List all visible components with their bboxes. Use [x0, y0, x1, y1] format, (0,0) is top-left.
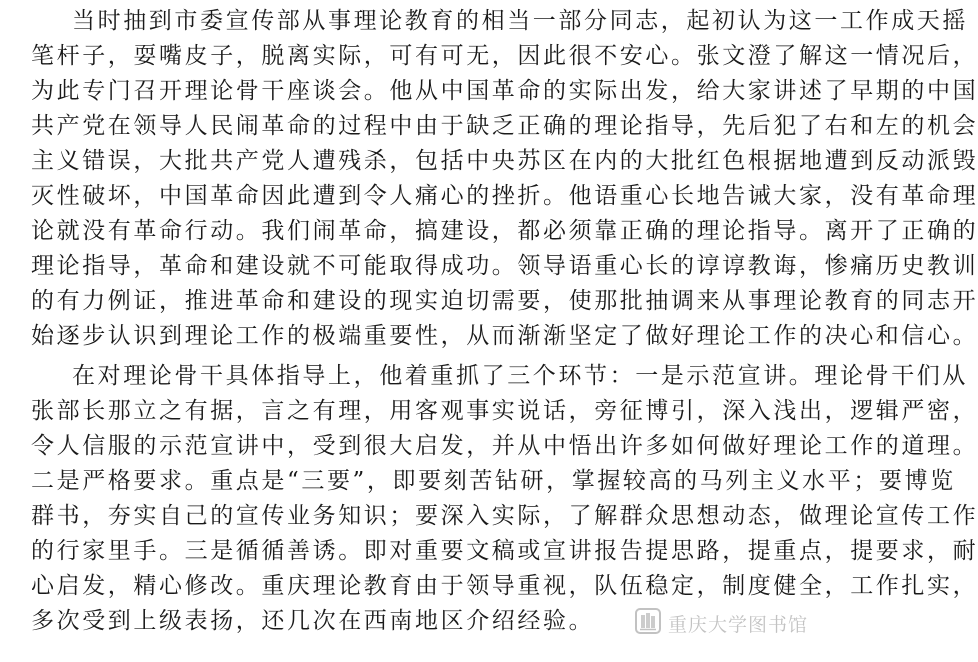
text-line-13: 令人信服的示范宣讲中，受到很大启发，并从中悟出许多如何做好理论工作的道理。	[31, 433, 978, 459]
text-line-12: 张部长那立之有据，言之有理，用客观事实说话，旁征博引，深入浅出，逻辑严密，	[31, 398, 978, 424]
watermark-text: 重庆大学图书馆	[668, 613, 809, 636]
text-line-3: 为此专门召开理论骨干座谈会。他从中国革命的实际出发，给大家讲述了早期的中国	[31, 78, 978, 104]
text-line-16: 的行家里手。三是循循善诱。即对重要文稿或宣讲报告提思路，提重点，提要求，耐	[31, 538, 978, 564]
library-watermark	[634, 606, 824, 640]
text-line-8: 理论指导，革命和建设就不可能取得成功。领导语重心长的谆谆教诲，惨痛历史教训	[31, 253, 978, 279]
text-line-7: 论就没有革命行动。我们闹革命，搞建设，都必须靠正确的理论指导。离开了正确的	[31, 218, 978, 244]
library-seal-icon	[634, 607, 662, 640]
text-line-14: 二是严格要求。重点是“三要”，即要刻苦钻研，掌握较高的马列主义水平；要博览	[31, 468, 956, 494]
text-line-9: 的有力例证，推进革命和建设的现实迫切需要，使那批抽调来从事理论教育的同志开	[31, 288, 978, 314]
text-line-15: 群书，夯实自己的宣传业务知识；要深入实际，了解群众思想动态，做理论宣传工作	[31, 503, 978, 529]
text-line-18: 多次受到上级表扬，还几次在西南地区介绍经验。	[31, 608, 595, 634]
text-line-2: 笔杆子，耍嘴皮子，脱离实际，可有可无，因此很不安心。张文澄了解这一情况后，	[31, 43, 978, 69]
text-line-4: 共产党在领导人民闹革命的过程中由于缺乏正确的理论指导，先后犯了右和左的机会	[31, 113, 978, 139]
text-line-17: 心启发，精心修改。重庆理论教育由于领导重视，队伍稳定，制度健全，工作扎实，	[31, 573, 978, 599]
text-line-11: 在对理论骨干具体指导上，他着重抓了三个环节：一是示范宣讲。理论骨干们从	[72, 363, 968, 389]
text-line-1: 当时抽到市委宣传部从事理论教育的相当一部分同志，起初认为这一工作成天摇	[72, 8, 968, 34]
text-line-5: 主义错误，大批共产党人遭残杀，包括中央苏区在内的大批红色根据地遭到反动派毁	[31, 148, 978, 174]
text-line-10: 始逐步认识到理论工作的极端重要性，从而渐渐坚定了做好理论工作的决心和信心。	[31, 323, 978, 349]
text-line-6: 灭性破坏，中国革命因此遭到令人痛心的挫折。他语重心长地告诫大家，没有革命理	[31, 183, 978, 209]
